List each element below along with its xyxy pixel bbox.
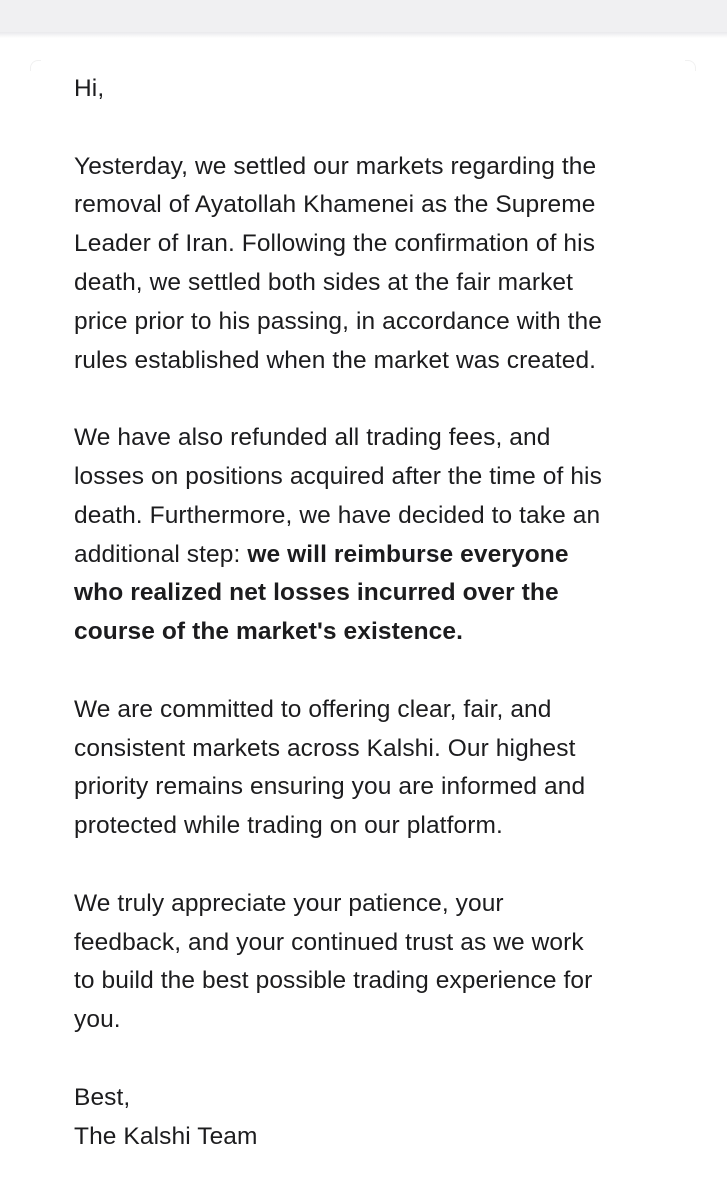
email-card-corner-left: [30, 60, 41, 71]
reimbursement-highlight: who realized net losses incurred over the: [74, 579, 559, 607]
top-frame-shadow: [0, 32, 727, 38]
paragraph-appreciation-line: We truly appreciate your patience, your: [74, 889, 504, 917]
paragraph-commitment: [74, 691, 674, 846]
reimbursement-highlight: course of the market's existence.: [74, 618, 464, 646]
paragraph-settlement-line: price prior to his passing, in accordance with the: [74, 307, 602, 335]
paragraph-commitment-line: priority remains ensuring you are informed and: [74, 773, 586, 801]
paragraph-appreciation-line: feedback, and your continued trust as we work: [74, 928, 584, 956]
paragraph-refund-line: death. Furthermore, we have decided to take an: [74, 501, 601, 529]
paragraph-commitment-line: consistent markets across Kalshi. Our highest: [74, 734, 576, 762]
top-frame: [0, 0, 727, 33]
signoff: Best,: [74, 1083, 131, 1111]
reimbursement-highlight: we will reimburse everyone: [247, 540, 569, 568]
paragraph-refund-line: losses on positions acquired after the time of his: [74, 462, 602, 490]
paragraph-settlement-line: Leader of Iran. Following the confirmation of his: [74, 230, 596, 258]
paragraph-refund-line: [74, 536, 674, 575]
paragraph-commitment-line: We are committed to offering clear, fair, and: [74, 695, 552, 723]
paragraph-settlement-line: Yesterday, we settled our markets regarding the: [74, 152, 597, 180]
greeting: Hi,: [74, 75, 105, 102]
paragraph-refund: [74, 419, 674, 652]
paragraph-appreciation-line: you.: [74, 1006, 121, 1034]
paragraph-settlement-line: death, we settled both sides at the fair market: [74, 268, 574, 296]
paragraph-settlement-line: rules established when the market was created.: [74, 346, 597, 374]
paragraph-commitment-line: protected while trading on our platform.: [74, 812, 503, 840]
email-body: [74, 70, 674, 1195]
closing: [74, 1079, 674, 1157]
paragraph-refund-line: We have also refunded all trading fees, and: [74, 424, 551, 452]
paragraph-appreciation-line: to build the best possible trading experience for: [74, 967, 593, 995]
signature: The Kalshi Team: [74, 1122, 258, 1150]
paragraph-settlement: [74, 148, 674, 381]
paragraph-appreciation: [74, 885, 674, 1040]
refund-prefix-text: additional step:: [74, 540, 248, 568]
paragraph-settlement-line: removal of Ayatollah Khamenei as the Supreme: [74, 191, 596, 219]
